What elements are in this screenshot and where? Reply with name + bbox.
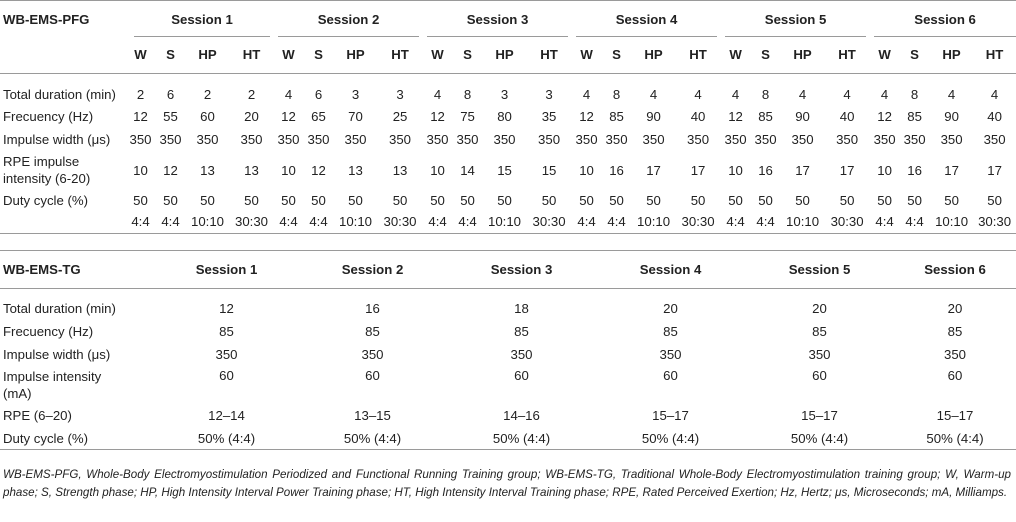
phase-header: W — [870, 37, 899, 73]
phase-header: S — [303, 37, 334, 73]
table-cell: 50 — [244, 192, 259, 208]
table-cell: 13–15 — [354, 408, 391, 423]
table-cell: 60 — [947, 367, 963, 383]
row-label: Impulse width (μs) — [3, 132, 111, 147]
table-cell: 4 — [990, 86, 999, 102]
table-cell: 12 — [877, 109, 892, 124]
session-header: Session 5 — [745, 251, 894, 289]
table-cell: 60 — [219, 367, 234, 383]
table-cell: 350 — [605, 132, 628, 147]
table-cell: 4:4 — [899, 211, 930, 233]
table-cell: 2 — [203, 86, 212, 102]
table-cell: 50 — [839, 192, 855, 208]
table-pfg-body — [0, 83, 1016, 233]
table-cell: 50 — [728, 192, 743, 208]
row-label: RPE (6–20) — [3, 408, 72, 423]
table-cell: 350 — [456, 132, 479, 147]
table-cell: 14 — [460, 162, 475, 178]
table-cell: 350 — [538, 132, 561, 147]
table-cell: 350 — [196, 132, 219, 147]
table-tg-session-header — [0, 251, 1016, 289]
row-label: Duty cycle (%) — [0, 428, 155, 450]
table-cell: 8 — [910, 86, 919, 102]
table-pfg-title: WB-EMS-PFG — [0, 1, 126, 38]
table-cell: 350 — [659, 346, 682, 362]
phase-header: HP — [930, 37, 973, 73]
table-cell: 85 — [947, 323, 963, 339]
session-header: Session 2 — [278, 1, 419, 37]
table-cell: 50 — [609, 192, 624, 208]
table-cell: 350 — [129, 132, 152, 147]
row-label: Impulse width (μs) — [3, 346, 111, 362]
table-cell: 17 — [646, 162, 661, 178]
row-label: Total duration (min) — [3, 300, 116, 316]
table-cell: 50% (4:4) — [596, 428, 745, 450]
table-cell: 30:30 — [973, 211, 1016, 233]
row-label: Total duration (min) — [3, 86, 116, 102]
table-cell: 2 — [247, 86, 256, 102]
table-cell: 12–14 — [208, 408, 245, 423]
table-cell: 350 — [389, 132, 412, 147]
table-row — [0, 297, 1016, 320]
session-header: Session 5 — [725, 1, 866, 37]
table-cell: 40 — [690, 109, 706, 124]
table-cell: 60 — [514, 367, 529, 383]
table-cell: 50 — [163, 192, 178, 208]
table-cell: 50 — [795, 192, 810, 208]
session-header: Session 1 — [155, 251, 298, 289]
table-cell: 13 — [348, 162, 363, 178]
table-cell: 85 — [663, 323, 678, 339]
session-header: Session 6 — [874, 1, 1016, 37]
table-cell: 10:10 — [334, 211, 377, 233]
table-cell: 15–17 — [936, 408, 974, 423]
table-cell: 350 — [983, 132, 1006, 147]
table-cell: 12 — [163, 162, 178, 178]
table-cell: 20 — [947, 300, 963, 316]
table-row — [0, 151, 1016, 189]
table-cell: 10 — [430, 162, 445, 178]
table-row — [0, 343, 1016, 366]
table-cell: 50% (4:4) — [894, 428, 1016, 450]
table-cell: 10:10 — [632, 211, 675, 233]
table-cell: 30:30 — [675, 211, 721, 233]
table-cell: 14–16 — [503, 408, 540, 423]
table-cell: 350 — [510, 346, 533, 362]
table-cell: 85 — [812, 323, 827, 339]
table-row — [0, 128, 1016, 151]
table-cell: 12 — [219, 300, 234, 316]
table-cell: 4:4 — [572, 211, 601, 233]
table-cell: 10 — [281, 162, 296, 178]
session-header: Session 3 — [447, 251, 596, 289]
table-cell: 30:30 — [824, 211, 870, 233]
table-cell: 3 — [500, 86, 509, 102]
phase-header: HT — [526, 37, 572, 73]
table-cell: 17 — [795, 162, 810, 178]
phase-header: S — [452, 37, 483, 73]
phase-header: HP — [186, 37, 229, 73]
table-cell: 350 — [215, 346, 238, 362]
table-pfg-session-header — [0, 1, 1016, 38]
phase-header: HT — [973, 37, 1016, 73]
table-cell: 4 — [433, 86, 442, 102]
table-cell: 90 — [944, 109, 959, 124]
table-cell: 350 — [836, 132, 859, 147]
row-label: Duty cycle (%) — [3, 192, 88, 208]
table-cell: 50 — [690, 192, 706, 208]
table-cell: 65 — [311, 109, 326, 124]
table-cell: 350 — [724, 132, 747, 147]
table-cell: 17 — [944, 162, 959, 178]
table-cell: 20 — [244, 109, 259, 124]
table-cell: 25 — [392, 109, 408, 124]
table-cell: 17 — [690, 162, 706, 178]
table-cell: 85 — [219, 323, 234, 339]
table-cell: 3 — [545, 86, 553, 102]
table-cell: 350 — [575, 132, 598, 147]
table-cell: 50 — [579, 192, 594, 208]
table-cell: 8 — [612, 86, 621, 102]
session-header: Session 4 — [576, 1, 717, 37]
table-tg-title: WB-EMS-TG — [0, 251, 155, 289]
table-cell: 50 — [497, 192, 512, 208]
table-cell: 30:30 — [377, 211, 423, 233]
table-cell: 350 — [903, 132, 926, 147]
table-cell: 350 — [361, 346, 384, 362]
table-cell: 35 — [541, 109, 557, 124]
table-cell: 50 — [348, 192, 363, 208]
table-cell: 12 — [133, 109, 148, 124]
table-cell: 350 — [344, 132, 367, 147]
table-cell: 50% (4:4) — [447, 428, 596, 450]
phase-header: HP — [781, 37, 824, 73]
table-row — [0, 366, 1016, 404]
table-cell: 4:4 — [423, 211, 452, 233]
row-label: Frecuency (Hz) — [3, 323, 94, 339]
table-cell: 40 — [987, 109, 1002, 124]
table-row — [0, 428, 1016, 450]
table-cell: 350 — [943, 346, 966, 362]
table-cell: 350 — [307, 132, 330, 147]
phase-header: W — [126, 37, 155, 73]
table-cell: 350 — [940, 132, 963, 147]
table-cell: 13 — [244, 162, 259, 178]
table-cell: 13 — [392, 162, 408, 178]
table-cell: 16 — [907, 162, 922, 178]
table-cell: 6 — [166, 86, 175, 102]
table-cell: 16 — [609, 162, 624, 178]
session-header: Session 3 — [427, 1, 568, 37]
phase-header: HT — [229, 37, 274, 73]
table-tg-body — [0, 297, 1016, 450]
table-cell: 4:4 — [870, 211, 899, 233]
table-row — [0, 189, 1016, 211]
table-cell: 30:30 — [526, 211, 572, 233]
table-cell: 10:10 — [483, 211, 526, 233]
table-cell: 12 — [281, 109, 296, 124]
phase-header: W — [423, 37, 452, 73]
table-cell: 60 — [812, 367, 827, 383]
phase-header: W — [572, 37, 601, 73]
phase-header: W — [721, 37, 750, 73]
phase-header: S — [750, 37, 781, 73]
table-cell: 16 — [758, 162, 773, 178]
phase-header: HP — [483, 37, 526, 73]
table-cell: 4 — [731, 86, 740, 102]
table-cell: 75 — [460, 109, 475, 124]
table-cell: 80 — [497, 109, 512, 124]
table-cell: 10:10 — [781, 211, 824, 233]
table-cell: 50% (4:4) — [155, 428, 298, 450]
table-cell: 20 — [663, 300, 678, 316]
table-cell: 60 — [663, 367, 678, 383]
table-cell: 4:4 — [126, 211, 155, 233]
table-cell: 12 — [728, 109, 743, 124]
table-cell: 50 — [987, 192, 1002, 208]
table-cell: 13 — [200, 162, 215, 178]
table-cell: 60 — [200, 109, 215, 124]
table-cell: 55 — [163, 109, 178, 124]
table-cell: 15 — [541, 162, 557, 178]
table-cell: 10 — [579, 162, 594, 178]
table-cell: 8 — [463, 86, 472, 102]
table-cell: 50 — [200, 192, 215, 208]
table-cell: 3 — [396, 86, 404, 102]
table-cell: 8 — [761, 86, 770, 102]
table-cell: 350 — [873, 132, 896, 147]
phase-header: S — [155, 37, 186, 73]
table-cell: 85 — [514, 323, 529, 339]
table-row — [0, 105, 1016, 128]
table-cell: 85 — [907, 109, 922, 124]
table-row — [0, 83, 1016, 105]
table-cell: 4:4 — [750, 211, 781, 233]
table-cell: 350 — [493, 132, 516, 147]
table-cell: 30:30 — [229, 211, 274, 233]
table-cell: 40 — [839, 109, 855, 124]
table-cell: 4:4 — [274, 211, 303, 233]
table-cell: 85 — [365, 323, 380, 339]
table-cell: 350 — [426, 132, 449, 147]
row-label-line: Impulse intensity — [3, 368, 102, 384]
table-cell: 350 — [277, 132, 300, 147]
table-pfg-phase-header — [0, 37, 1016, 73]
table-cell: 50 — [392, 192, 408, 208]
table-cell: 50 — [907, 192, 922, 208]
table-cell: 50 — [758, 192, 773, 208]
table-cell: 50% (4:4) — [745, 428, 894, 450]
table-cell: 350 — [687, 132, 710, 147]
row-label — [0, 151, 126, 189]
table-cell: 350 — [754, 132, 777, 147]
table-cell: 10:10 — [186, 211, 229, 233]
table-cell: 10:10 — [930, 211, 973, 233]
row-label-line: RPE impulse — [3, 154, 80, 169]
table-pfg — [0, 0, 1016, 234]
table-cell: 4 — [843, 86, 851, 102]
table-cell: 12 — [579, 109, 594, 124]
table-cell: 4 — [880, 86, 889, 102]
table-row — [0, 320, 1016, 343]
session-header: Session 6 — [894, 251, 1016, 289]
table-row — [0, 404, 1016, 428]
table-cell: 350 — [159, 132, 182, 147]
session-header: Session 1 — [134, 1, 270, 37]
phase-header: S — [601, 37, 632, 73]
table-cell: 2 — [136, 86, 145, 102]
table-cell: 20 — [812, 300, 827, 316]
phase-header: HP — [632, 37, 675, 73]
table-cell: 4:4 — [721, 211, 750, 233]
table-cell: 50 — [281, 192, 296, 208]
table-cell: 4 — [694, 86, 702, 102]
table-row — [0, 211, 1016, 233]
table-tg — [0, 250, 1016, 450]
table-cell: 70 — [348, 109, 363, 124]
table-cell: 4 — [947, 86, 956, 102]
table-cell: 350 — [791, 132, 814, 147]
table-cell: 85 — [609, 109, 624, 124]
table-cell: 4 — [649, 86, 658, 102]
table-cell: 17 — [839, 162, 855, 178]
table-cell: 90 — [795, 109, 810, 124]
table-cell: 50% (4:4) — [298, 428, 447, 450]
table-footnote: WB-EMS-PFG, Whole-Body Electromyostimulation Periodized and Functional Running Training group; WB-EMS-TG, Traditional Whole-Body Electromyostimulation training group; W, Warm-up phase; S, Strength phase; HP, High Intensity Interval Power Training phase; HT, High Intensity Interval Training phase; RPE, Rated Perceived Exertion; Hz, Hertz; μs, Microseconds; mA, Milliamps. — [3, 468, 1011, 499]
table-cell: 50 — [944, 192, 959, 208]
row-label-line: (mA) — [3, 385, 32, 401]
table-cell: 4 — [798, 86, 807, 102]
table-cell: 4:4 — [601, 211, 632, 233]
table-cell: 4 — [582, 86, 591, 102]
table-cell: 16 — [365, 300, 380, 316]
table-cell: 4:4 — [155, 211, 186, 233]
table-cell: 18 — [514, 300, 529, 316]
table-cell: 50 — [133, 192, 148, 208]
table-cell: 85 — [758, 109, 773, 124]
row-label-line: intensity (6-20) — [3, 171, 91, 186]
table-cell: 4 — [284, 86, 293, 102]
table-cell: 10 — [133, 162, 148, 178]
table-cell: 350 — [808, 346, 831, 362]
table-cell: 6 — [314, 86, 323, 102]
table-cell: 10 — [877, 162, 892, 178]
phase-header: HP — [334, 37, 377, 73]
table-cell: 10 — [728, 162, 743, 178]
phase-header: S — [899, 37, 930, 73]
table-cell: 17 — [987, 162, 1002, 178]
table-cell: 4:4 — [452, 211, 483, 233]
table-cell: 50 — [541, 192, 557, 208]
phase-header: HT — [377, 37, 423, 73]
table-cell: 50 — [460, 192, 475, 208]
table-cell: 50 — [877, 192, 892, 208]
row-label — [0, 211, 126, 233]
table-cell: 50 — [430, 192, 445, 208]
table-cell: 60 — [365, 367, 380, 383]
session-header: Session 4 — [596, 251, 745, 289]
table-cell: 50 — [311, 192, 326, 208]
phase-header: W — [274, 37, 303, 73]
table-cell: 12 — [311, 162, 326, 178]
table-cell: 90 — [646, 109, 661, 124]
table-cell: 4:4 — [303, 211, 334, 233]
table-cell: 50 — [646, 192, 661, 208]
row-label — [0, 366, 155, 404]
session-header: Session 2 — [298, 251, 447, 289]
phase-header: HT — [675, 37, 721, 73]
row-label: Frecuency (Hz) — [3, 109, 94, 124]
table-cell: 15–17 — [801, 408, 838, 423]
table-cell: 15–17 — [652, 408, 689, 423]
table-cell: 3 — [351, 86, 360, 102]
phase-header: HT — [824, 37, 870, 73]
table-cell: 350 — [240, 132, 263, 147]
table-cell: 350 — [642, 132, 665, 147]
table-cell: 15 — [497, 162, 512, 178]
table-cell: 12 — [430, 109, 445, 124]
